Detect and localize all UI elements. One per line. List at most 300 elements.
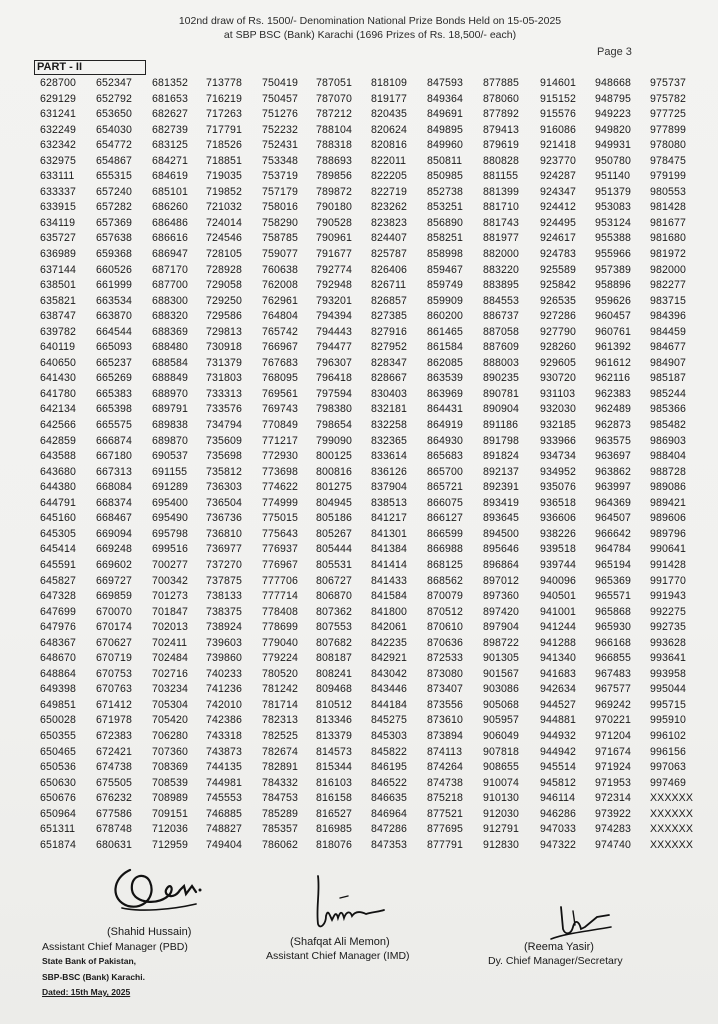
bond-number-cell: 724546 [206,232,242,245]
bond-number-cell: 877892 [483,108,519,121]
bond-number-cell: 915152 [540,92,576,105]
bond-number-cell: 695798 [152,527,188,540]
bond-number-cell: 873894 [427,729,463,742]
bond-number-cell: 927286 [540,310,576,323]
bond-number-cell: 635821 [40,294,76,307]
bond-number-cell: 870636 [427,636,463,649]
bond-number-cell: 805186 [316,512,352,525]
bond-number-cell: 809468 [316,683,352,696]
bond-number-cell: 978475 [650,154,686,167]
bond-number-cell: 654772 [96,139,132,152]
bond-number-cell: 794394 [316,310,352,323]
bond-number-cell: 966168 [595,636,631,649]
bond-number-cell: 879413 [483,123,519,136]
bond-number-cell: 739603 [206,636,242,649]
bond-number-cell: 965194 [595,558,631,571]
bond-number-cell: 655315 [96,170,132,183]
bond-number-cell: 670763 [96,683,132,696]
bond-number-cell: 645414 [40,543,76,556]
bond-number-cell: 874264 [427,761,463,774]
bond-number-cell: 640119 [40,341,76,354]
bond-number-cell: 828347 [371,356,407,369]
bond-number-cell: 780520 [262,667,298,680]
bond-number-cell: 996156 [650,745,686,758]
bond-number-cell: 806870 [316,590,352,603]
signatory-left-title: Assistant Chief Manager (PBD) [42,941,188,953]
bond-number-cell: 684619 [152,170,188,183]
bond-number-cell: 892137 [483,465,519,478]
bond-number-cell: 665237 [96,356,132,369]
bond-number-cell: 744135 [206,761,242,774]
bond-number-cell: 734794 [206,419,242,432]
bond-number-cell: 634119 [40,216,76,229]
bond-number-cell: 873556 [427,698,463,711]
bond-number-cell: 773698 [262,465,298,478]
bond-number-cell: 757179 [262,185,298,198]
bond-number-cell: 875218 [427,792,463,805]
bond-number-cell: 866988 [427,543,463,556]
bond-number-cell: 951379 [595,185,631,198]
bond-number-cell: 991428 [650,558,686,571]
bond-number-cell: 868125 [427,558,463,571]
bond-number-cell: 872533 [427,652,463,665]
bond-number-cell: 648367 [40,636,76,649]
bond-number-cell: 931103 [540,387,576,400]
bond-number-cell: 695490 [152,512,188,525]
bond-number-cell: 665575 [96,419,132,432]
bond-number-cell: 892391 [483,481,519,494]
bond-number-cell: 700342 [152,574,188,587]
bond-number-cell: 735609 [206,434,242,447]
bond-number-cell: 813379 [316,729,352,742]
bond-number-cell: 717263 [206,108,242,121]
bond-number-cell: 874738 [427,776,463,789]
bond-number-cell: 657282 [96,201,132,214]
bond-number-cell: 738375 [206,605,242,618]
bond-number-cell: 671412 [96,698,132,711]
bond-number-cell: 775015 [262,512,298,525]
bond-number-cell: 667313 [96,465,132,478]
bond-number-cell: 737875 [206,574,242,587]
bond-number-cell: 870610 [427,621,463,634]
bond-number-cell: 775643 [262,527,298,540]
bond-number-cell: 667180 [96,450,132,463]
bond-number-cell: 713778 [206,77,242,89]
bond-number-cell: 652347 [96,77,132,89]
bond-number-cell: 841414 [371,558,407,571]
bond-number-cell: 800125 [316,450,352,463]
bond-number-cell: 668084 [96,481,132,494]
bond-number-cell: 984396 [650,310,686,323]
bond-number-cell: 973922 [595,807,631,820]
bond-number-cell: 856890 [427,216,463,229]
bond-number-cell: 866599 [427,527,463,540]
bond-number-cell: 770849 [262,419,298,432]
bond-number-cell: 896864 [483,558,519,571]
bond-number-cell: 682739 [152,123,188,136]
bond-number-cell: 632342 [40,139,76,152]
bond-number-cell: 963997 [595,481,631,494]
bond-number-cell: 890904 [483,403,519,416]
bond-number-cell: 643680 [40,465,76,478]
bond-number-cell: 800816 [316,465,352,478]
bond-number-cell: 946114 [540,792,576,805]
bond-number-cell: 681352 [152,77,188,89]
bond-number-cell: 814573 [316,745,352,758]
bond-number-cell: 731803 [206,372,242,385]
bond-number-cell: 753719 [262,170,298,183]
bond-number-cell: 742010 [206,698,242,711]
bond-number-cell: 670627 [96,636,132,649]
bond-number-cell: 893645 [483,512,519,525]
bond-number-cell: 816985 [316,823,352,836]
bond-number-cell: 932030 [540,403,576,416]
bond-number-cell: 849691 [427,108,463,121]
bond-number-cell: 863539 [427,372,463,385]
bond-number-cell: 640650 [40,356,76,369]
bond-number-cell: 636989 [40,248,76,261]
bond-number-cell: 936606 [540,512,576,525]
bond-number-cell: 991943 [650,590,686,603]
bond-number-cell: 877791 [427,838,463,851]
part-label: PART - II [34,60,146,75]
bond-number-cell: XXXXXX [650,823,693,836]
bond-number-cell: 683125 [152,139,188,152]
bond-number-cell: 787051 [316,77,352,89]
bond-number-cell: 733576 [206,403,242,416]
bond-number-cell: 965571 [595,590,631,603]
bond-number-cell: 688970 [152,387,188,400]
bond-number-cell: 638747 [40,310,76,323]
bond-number-cell: 874113 [427,745,463,758]
bond-number-cell: 832365 [371,434,407,447]
bond-number-cell: 702411 [152,636,188,649]
bond-number-cell: 649851 [40,698,76,711]
bond-number-cell: 672421 [96,745,132,758]
bond-number-cell: 958896 [595,279,631,292]
bond-number-cell: 680631 [96,838,132,851]
bond-number-cell: 651311 [40,823,76,836]
bond-number-cell: 981428 [650,201,686,214]
bond-number-cell: 642566 [40,419,76,432]
bond-number-cell: 912830 [483,838,519,851]
bond-number-cell: 941001 [540,605,576,618]
bond-number-cell: 945514 [540,761,576,774]
bond-number-cell: 961612 [595,356,631,369]
bond-number-cell: 781242 [262,683,298,696]
bond-number-cell: 940501 [540,590,576,603]
bond-number-cell: 861465 [427,325,463,338]
bond-number-cell: 974283 [595,823,631,836]
bond-number-cell: 748827 [206,823,242,836]
bond-number-cell: 881399 [483,185,519,198]
bond-number-cell: 850811 [427,154,463,167]
bond-number-cell: 989606 [650,512,686,525]
bond-number-cell: 789872 [316,185,352,198]
bond-number-cell: 782891 [262,761,298,774]
bond-number-cell: 736810 [206,527,242,540]
bond-number-cell: 687170 [152,263,188,276]
bond-number-cell: 964507 [595,512,631,525]
bond-number-cell: 807553 [316,621,352,634]
bond-number-cell: 750419 [262,77,298,89]
bond-number-cell: 982277 [650,279,686,292]
bond-number-cell: 948668 [595,77,631,89]
bond-number-cell: 682627 [152,108,188,121]
bond-number-cell: 663534 [96,294,132,307]
bond-number-cell: 769561 [262,387,298,400]
bond-number-cell: 669248 [96,543,132,556]
bond-number-cell: 702716 [152,667,188,680]
bond-number-cell: 984459 [650,325,686,338]
bond-number-cell: 729058 [206,279,242,292]
bond-number-cell: 650630 [40,776,76,789]
bond-number-cell: 807682 [316,636,352,649]
bond-number-cell: 776967 [262,558,298,571]
bond-number-cell: 837904 [371,481,407,494]
bond-number-cell: 914601 [540,77,576,89]
bond-number-cell: 764804 [262,310,298,323]
bond-number-cell: 859467 [427,263,463,276]
bond-number-cell: 901305 [483,652,519,665]
bond-number-cell: 705304 [152,698,188,711]
bond-number-cell: 993641 [650,652,686,665]
bond-number-cell: 788318 [316,139,352,152]
bond-number-cell: 670174 [96,621,132,634]
bond-number-cell: 709151 [152,807,188,820]
bond-number-cell: 860200 [427,310,463,323]
bond-number-cell: 745553 [206,792,242,805]
bond-number-cell: 787070 [316,92,352,105]
bond-number-cell: 792774 [316,263,352,276]
bond-number-cell: 758785 [262,232,298,245]
bond-number-cell: 939518 [540,543,576,556]
bond-number-cell: 649398 [40,683,76,696]
bond-number-cell: 670070 [96,605,132,618]
bond-number-cell: 955966 [595,248,631,261]
bond-number-cell: 798380 [316,403,352,416]
bond-number-cell: 688480 [152,341,188,354]
bond-number-cell: 686260 [152,201,188,214]
bond-number-cell: 633111 [40,170,75,183]
bond-number-cell: 639782 [40,325,76,338]
bond-number-cell: 841217 [371,512,407,525]
bond-number-cell: 852738 [427,185,463,198]
bond-number-cell: 743873 [206,745,242,758]
bond-number-cell: 690537 [152,450,188,463]
bond-number-cell: 963575 [595,434,631,447]
bond-number-cell: 735698 [206,450,242,463]
bond-number-cell: 845303 [371,729,407,742]
bond-number-cell: 841584 [371,590,407,603]
bond-number-cell: 712036 [152,823,188,836]
bond-number-cell: 790528 [316,216,352,229]
bond-number-cell: 982000 [650,263,686,276]
bond-number-cell: 898722 [483,636,519,649]
bond-number-cell: 794443 [316,325,352,338]
bond-number-cell: 736504 [206,496,242,509]
bond-number-cell: 964369 [595,496,631,509]
bond-number-cell: 897420 [483,605,519,618]
bond-number-cell: 819177 [371,92,407,105]
bond-number-cell: 743318 [206,729,242,742]
bond-number-cell: 650964 [40,807,76,820]
bond-number-cell: 969242 [595,698,631,711]
bond-number-cell: 777706 [262,574,298,587]
bond-number-cell: 847353 [371,838,407,851]
bond-number-cell: 927790 [540,325,576,338]
bond-number-cell: 661999 [96,279,132,292]
bond-number-cell: 633337 [40,185,76,198]
bond-number-cell: 929605 [540,356,576,369]
bond-number-cell: 808241 [316,667,352,680]
bond-number-cell: 981972 [650,248,686,261]
bond-number-cell: 965369 [595,574,631,587]
bond-number-cell: 782525 [262,729,298,742]
bond-number-cell: 977725 [650,108,686,121]
bond-number-cell: 651874 [40,838,76,851]
bond-number-cell: 645305 [40,527,76,540]
bond-number-cell: 691155 [152,465,188,478]
bond-number-cell: 762961 [262,294,298,307]
bond-number-cell: 781714 [262,698,298,711]
bond-number-cell: 975782 [650,92,686,105]
bond-number-cell: 716219 [206,92,242,105]
bond-number-cell: 990641 [650,543,686,556]
bond-number-cell: 946286 [540,807,576,820]
bond-number-cell: 980553 [650,185,686,198]
bond-number-cell: 686486 [152,216,188,229]
bond-number-cell: 684271 [152,154,188,167]
bond-number-cell: 688320 [152,310,188,323]
bond-number-cell: 957389 [595,263,631,276]
bond-number-cell: 776937 [262,543,298,556]
bond-number-cell: 853251 [427,201,463,214]
bond-number-cell: 870512 [427,605,463,618]
bond-number-cell: 939744 [540,558,576,571]
bond-number-cell: 953124 [595,216,631,229]
bond-number-cell: 901567 [483,667,519,680]
bond-number-cell: 865721 [427,481,463,494]
bond-number-cell: 955388 [595,232,631,245]
bond-number-cell: 841800 [371,605,407,618]
bond-number-cell: 733313 [206,387,242,400]
bond-number-cell: 794477 [316,341,352,354]
bond-number-cell: 827916 [371,325,407,338]
bond-number-cell: 984907 [650,356,686,369]
bond-number-cell: 677586 [96,807,132,820]
bond-number-cell: 944881 [540,714,576,727]
bond-number-cell: 989086 [650,481,686,494]
bond-number-cell: 984677 [650,341,686,354]
bond-number-cell: 978080 [650,139,686,152]
bond-number-cell: 887058 [483,325,519,338]
bond-number-cell: 701847 [152,605,188,618]
signatory-right-title: Dy. Chief Manager/Secretary [488,955,623,967]
bond-number-cell: 762008 [262,279,298,292]
bond-number-cell: 981677 [650,216,686,229]
bond-number-cell: 878060 [483,92,519,105]
bond-number-cell: 891824 [483,450,519,463]
bond-number-cell: 774999 [262,496,298,509]
bond-number-cell: 660526 [96,263,132,276]
bond-number-cell: 873610 [427,714,463,727]
bond-number-cell: 641430 [40,372,76,385]
bond-number-cell: 993628 [650,636,686,649]
bond-number-cell: 670753 [96,667,132,680]
bond-number-cell: 827952 [371,341,407,354]
bond-number-cell: 991770 [650,574,686,587]
bond-number-cell: 953083 [595,201,631,214]
bond-number-cell: 767683 [262,356,298,369]
bond-number-cell: 992735 [650,621,686,634]
bond-number-cell: 771217 [262,434,298,447]
bond-number-cell: 712959 [152,838,188,851]
bond-number-cell: 967577 [595,683,631,696]
bond-number-cell: 947322 [540,838,576,851]
bond-number-cell: 941340 [540,652,576,665]
dated-line: Dated: 15th May, 2025 [42,987,131,997]
bond-number-cell: 845822 [371,745,407,758]
bond-number-cell: 686947 [152,248,188,261]
bond-number-cell: 971924 [595,761,631,774]
bond-number-cell: 741236 [206,683,242,696]
bond-number-cell: 923770 [540,154,576,167]
bond-number-cell: XXXXXX [650,838,693,851]
bond-number-cell: 846635 [371,792,407,805]
bond-number-cell: 924783 [540,248,576,261]
bond-number-cell: 647976 [40,621,76,634]
bond-number-cell: 805531 [316,558,352,571]
bond-number-cell: 702484 [152,652,188,665]
bond-number-cell: 650028 [40,714,76,727]
bond-number-cell: 708539 [152,776,188,789]
bond-number-cell: 985366 [650,403,686,416]
bond-number-cell: 846522 [371,776,407,789]
bond-number-cell: 959626 [595,294,631,307]
bond-number-cell: 788693 [316,154,352,167]
signatory-right-name: (Reema Yasir) [524,941,594,953]
bond-number-cell: 995910 [650,714,686,727]
bond-number-cell: 824407 [371,232,407,245]
bond-number-cell: 785289 [262,807,298,820]
bond-number-cell: 845275 [371,714,407,727]
bond-number-cell: 815344 [316,761,352,774]
bond-number-cell: 664544 [96,325,132,338]
bond-number-cell: 865683 [427,450,463,463]
bond-number-cell: 965930 [595,621,631,634]
bond-number-cell: 681653 [152,92,188,105]
bond-number-cell: 981680 [650,232,686,245]
bond-number-cell: 810512 [316,698,352,711]
bond-number-cell: 908655 [483,761,519,774]
bond-number-cell: 938226 [540,527,576,540]
bond-number-cell: 816527 [316,807,352,820]
bond-number-cell: 832181 [371,403,407,416]
bond-number-cell: 689838 [152,419,188,432]
bond-number-cell: 879619 [483,139,519,152]
bond-number-cell: 736736 [206,512,242,525]
bond-number-cell: 689791 [152,403,188,416]
bond-number-cell: 671978 [96,714,132,727]
bond-number-cell: 841433 [371,574,407,587]
bond-number-cell: 972314 [595,792,631,805]
bond-number-table [40,76,706,853]
bond-number-cell: 828667 [371,372,407,385]
bond-number-cell: 779224 [262,652,298,665]
bond-number-cell: 944942 [540,745,576,758]
bond-number-cell: 827385 [371,310,407,323]
